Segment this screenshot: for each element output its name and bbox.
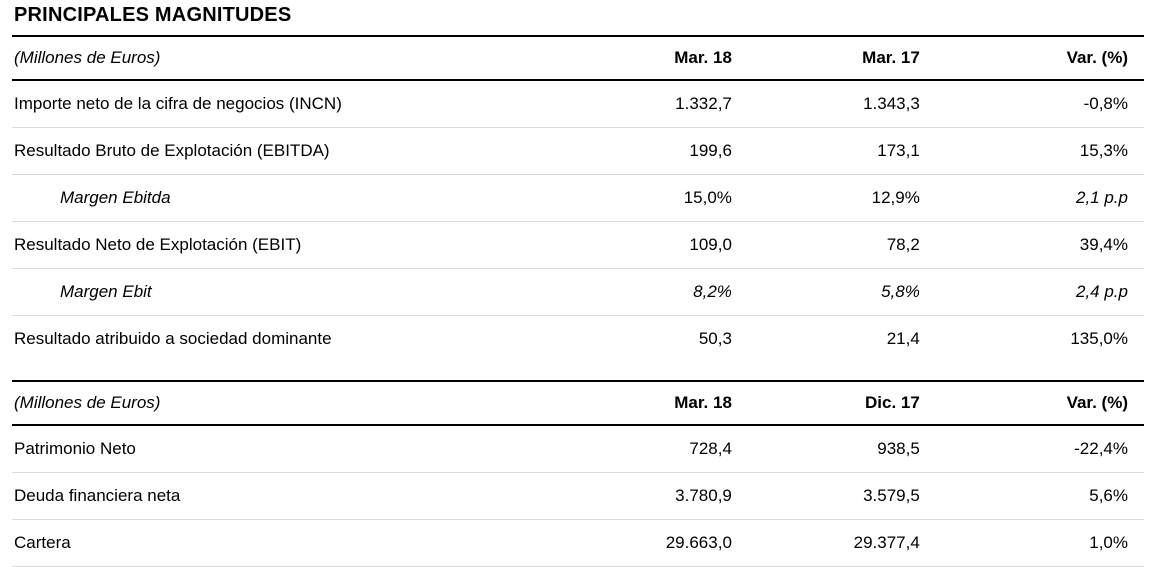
table2-header-col3: Var. (%) <box>954 381 1144 425</box>
row-value-col2: 21,4 <box>886 329 920 348</box>
table2-header-label: (Millones de Euros) <box>12 381 578 425</box>
row-value-var: -22,4% <box>954 425 1144 473</box>
income-statement-table <box>12 35 1144 362</box>
balance-sheet-table <box>12 380 1144 567</box>
row-value-col2: 173,1 <box>766 128 954 175</box>
row-label: Resultado Bruto de Explotación (EBITDA) <box>12 128 578 175</box>
table-row <box>12 222 1144 269</box>
table1-header-col1: Mar. 18 <box>578 36 766 80</box>
table-row <box>12 425 1144 473</box>
table-row <box>12 269 1144 316</box>
row-label: Margen Ebitda <box>12 175 578 222</box>
row-value-var: 2,4 p.p <box>954 269 1144 316</box>
table1-header-label: (Millones de Euros) <box>12 36 578 80</box>
table-row <box>12 128 1144 175</box>
table-separator <box>12 362 1144 380</box>
row-value-var: 15,3% <box>954 128 1144 175</box>
row-value-col1: 199,6 <box>578 128 766 175</box>
table2-header-row <box>12 381 1144 425</box>
row-value-var: 135,0% <box>1070 329 1128 348</box>
table1-header-col2: Mar. 17 <box>766 36 954 80</box>
row-value-col1: 109,0 <box>578 222 766 269</box>
row-value-col2: 78,2 <box>766 222 954 269</box>
row-value-var: -0,8% <box>954 80 1144 128</box>
row-label: Deuda financiera neta <box>12 473 578 520</box>
row-value-col1: 29.663,0 <box>578 520 766 567</box>
row-value-col2: 12,9% <box>766 175 954 222</box>
row-label: Importe neto de la cifra de negocios (INCN) <box>12 80 578 128</box>
row-value-col1: 50,3 <box>698 329 732 348</box>
row-value-col2: 938,5 <box>766 425 954 473</box>
table1-header-row <box>12 36 1144 80</box>
row-value-col1: 1.332,7 <box>578 80 766 128</box>
row-label: Cartera <box>12 520 578 567</box>
row-value-col1: 15,0% <box>578 175 766 222</box>
row-value-col2: 5,8% <box>766 269 954 316</box>
row-value-var: 1,0% <box>954 520 1144 567</box>
row-label: Patrimonio Neto <box>12 425 578 473</box>
row-value-var: 5,6% <box>954 473 1144 520</box>
table-row <box>12 473 1144 520</box>
table-row <box>12 520 1144 567</box>
table2-header-col2: Dic. 17 <box>766 381 954 425</box>
table2-header-col1: Mar. 18 <box>578 381 766 425</box>
row-value-col1: 8,2% <box>578 269 766 316</box>
row-value-col1: 3.780,9 <box>578 473 766 520</box>
table-row <box>12 80 1144 128</box>
table-row <box>12 175 1144 222</box>
row-label: Resultado atribuido a sociedad dominante <box>14 329 332 348</box>
row-value-col2: 1.343,3 <box>766 80 954 128</box>
table1-header-col3: Var. (%) <box>954 36 1144 80</box>
row-value-col2: 29.377,4 <box>766 520 954 567</box>
page-title: PRINCIPALES MAGNITUDES <box>14 4 292 26</box>
row-value-var: 39,4% <box>954 222 1144 269</box>
table-row <box>12 316 1144 363</box>
row-value-col1: 728,4 <box>578 425 766 473</box>
row-label: Margen Ebit <box>12 269 578 316</box>
row-label: Resultado Neto de Explotación (EBIT) <box>12 222 578 269</box>
row-value-var: 2,1 p.p <box>954 175 1144 222</box>
row-value-col2: 3.579,5 <box>766 473 954 520</box>
